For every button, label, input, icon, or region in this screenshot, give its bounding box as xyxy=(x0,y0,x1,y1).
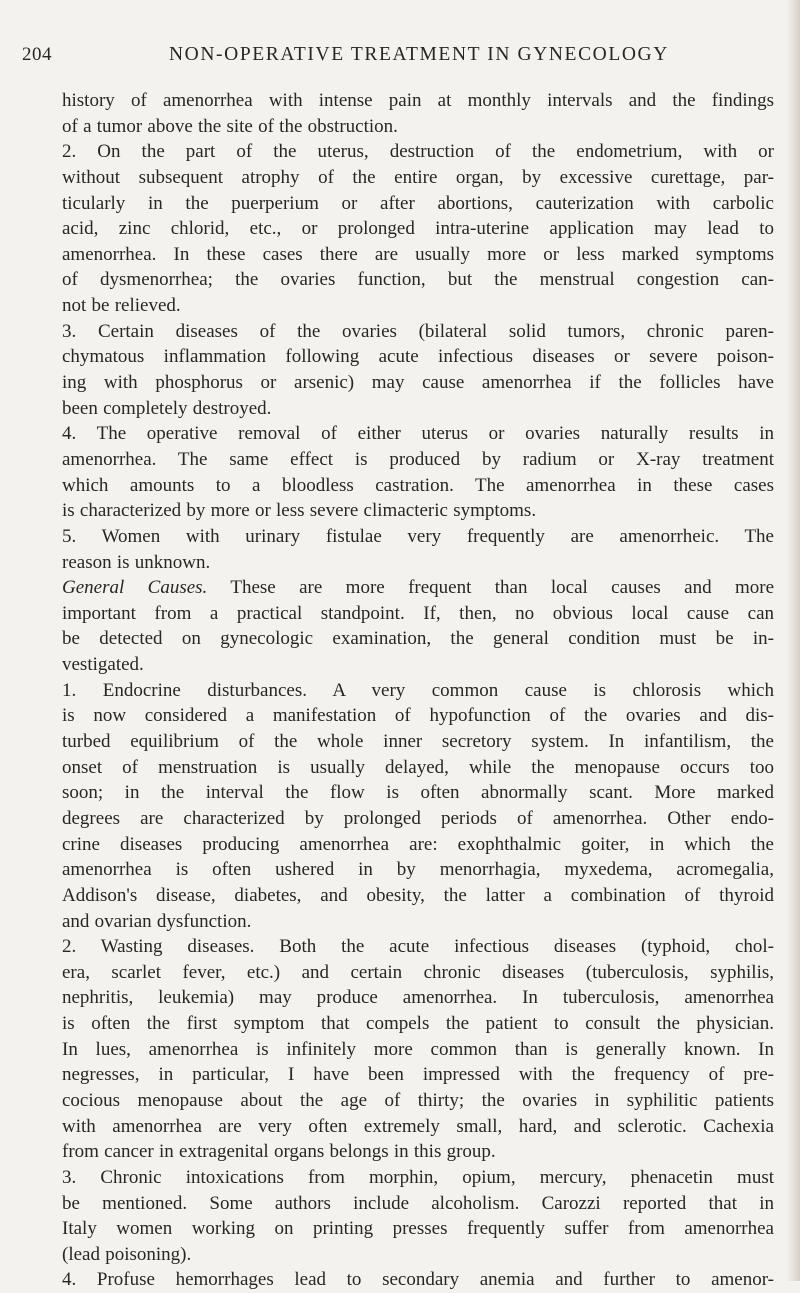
text-line: degrees are characterized by prolonged periods of amenorrhea. Other endo- xyxy=(62,807,774,829)
text-line: nephritis, leukemia) may produce amenorrhea. In tuberculosis, amenorrhea xyxy=(62,987,774,1009)
text-line: reason is unknown. xyxy=(62,551,211,573)
text-line: negresses, in particular, I have been impressed with the frequency of pre- xyxy=(62,1064,774,1086)
page-header xyxy=(22,44,782,72)
text-line: with amenorrhea are very often extremely small, hard, and sclerotic. Cachexia xyxy=(62,1115,774,1137)
text-line: 1. Endocrine disturbances. A very common cause is chlorosis which xyxy=(62,679,774,701)
text-line: cocious menopause about the age of thirty; the ovaries in syphilitic patients xyxy=(62,1089,774,1111)
text-line: era, scarlet fever, etc.) and certain chronic diseases (tuberculosis, syphilis, xyxy=(62,961,774,983)
text-line: history of amenorrhea with intense pain at monthly intervals and the findings xyxy=(62,90,774,111)
text-line: crine diseases producing amenorrhea are: exophthalmic goiter, in which the xyxy=(62,833,774,855)
text-line: acid, zinc chlorid, etc., or prolonged intra-uterine application may lead to xyxy=(62,218,774,240)
text-line: of a tumor above the site of the obstruction. xyxy=(62,115,398,137)
text-line: (lead poisoning). xyxy=(62,1243,192,1265)
text-line: is now considered a manifestation of hypofunction of the ovaries and dis- xyxy=(62,705,774,727)
text-line: 3. Chronic intoxications from morphin, opium, mercury, phenacetin must xyxy=(62,1166,774,1188)
text-line: 2. On the part of the uterus, destruction of the endometrium, with or xyxy=(62,141,774,163)
text-line: 5. Women with urinary fistulae very frequently are amenorrheic. The xyxy=(62,525,774,547)
page-edge-shadow xyxy=(786,0,800,1281)
text-line: of dysmenorrhea; the ovaries function, but the menstrual congestion can- xyxy=(62,269,774,291)
text-line: 4. The operative removal of either uterus or ovaries naturally results in xyxy=(62,423,774,445)
running-head: NON-OPERATIVE TREATMENT IN GYNECOLOGY xyxy=(169,44,669,65)
section-heading-italic: General Causes. xyxy=(62,577,208,599)
text-line: 3. Certain diseases of the ovaries (bilateral solid tumors, chronic paren- xyxy=(62,320,774,342)
text-line xyxy=(62,575,774,601)
text-line: 2. Wasting diseases. Both the acute infectious diseases (typhoid, chol- xyxy=(62,936,774,958)
text-line: been completely destroyed. xyxy=(62,397,272,419)
text-line: ing with phosphorus or arsenic) may cause amenorrhea if the follicles have xyxy=(62,372,774,394)
page-number: 204 xyxy=(22,44,52,65)
text-line: is often the first symptom that compels the patient to consult the physician. xyxy=(62,1013,774,1035)
text-line: chymatous inflammation following acute infectious diseases or severe poison- xyxy=(62,346,774,368)
text-line: turbed equilibrium of the whole inner secretory system. In infantilism, the xyxy=(62,731,774,753)
text-line: In lues, amenorrhea is infinitely more common than is generally known. In xyxy=(62,1038,774,1060)
text-line: important from a practical standpoint. If, then, no obvious local cause can xyxy=(62,602,774,624)
text-line: vestigated. xyxy=(62,654,144,676)
text-line: and ovarian dysfunction. xyxy=(62,910,252,932)
text-line: is characterized by more or less severe climacteric symptoms. xyxy=(62,500,537,522)
text-line-rest: These are more frequent than local causes and more xyxy=(207,577,775,599)
text-line: ticularly in the puerperium or after abortions, cauterization with carbolic xyxy=(62,192,774,214)
text-line: be detected on gynecologic examination, the general condition must be in- xyxy=(62,628,774,650)
text-line: without subsequent atrophy of the entire organ, by excessive curettage, par- xyxy=(62,166,774,188)
text-line: 4. Profuse hemorrhages lead to secondary anemia and further to amenor- xyxy=(62,1269,774,1291)
body-text xyxy=(62,88,774,1293)
text-line: from cancer in extragenital organs belongs in this group. xyxy=(62,1141,496,1163)
text-line: Addison's disease, diabetes, and obesity, the latter a combination of thyroid xyxy=(62,884,774,906)
text-line: amenorrhea is often ushered in by menorrhagia, myxedema, acromegalia, xyxy=(62,859,774,881)
text-line: onset of menstruation is usually delayed, while the menopause occurs too xyxy=(62,756,774,778)
text-line: soon; in the interval the flow is often abnormally scant. More marked xyxy=(62,782,774,804)
text-line: amenorrhea. The same effect is produced by radium or X-ray treatment xyxy=(62,448,774,470)
text-line: be mentioned. Some authors include alcoholism. Carozzi reported that in xyxy=(62,1192,774,1214)
text-line: which amounts to a bloodless castration. The amenorrhea in these cases xyxy=(62,474,774,496)
text-line: amenorrhea. In these cases there are usually more or less marked symptoms xyxy=(62,243,774,265)
text-line: Italy women working on printing presses frequently suffer from amenorrhea xyxy=(62,1218,774,1240)
text-line: not be relieved. xyxy=(62,295,181,317)
